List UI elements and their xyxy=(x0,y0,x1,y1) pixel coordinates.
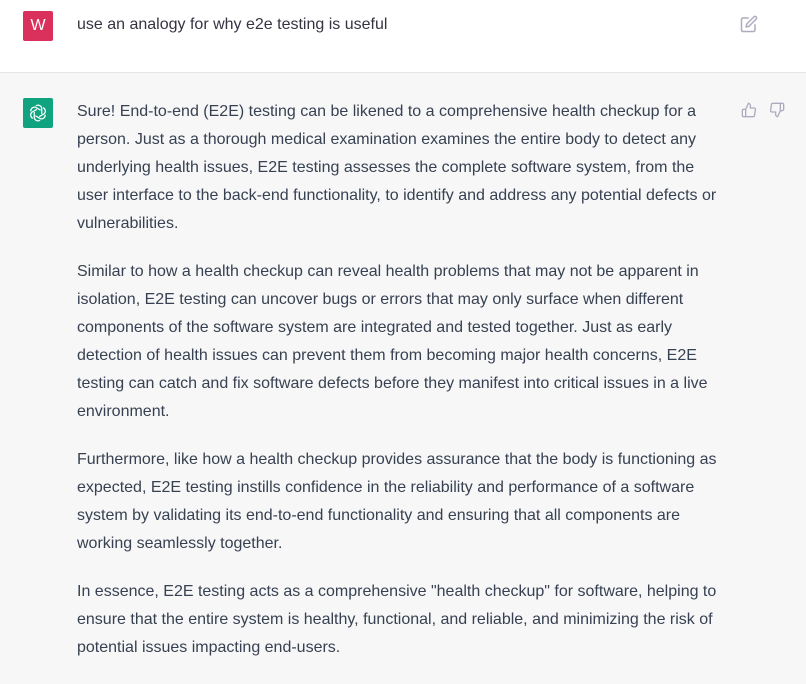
assistant-message-row xyxy=(0,73,806,684)
user-avatar: W xyxy=(23,11,53,41)
thumbs-down-button[interactable] xyxy=(769,102,787,120)
assistant-avatar xyxy=(23,98,53,128)
user-message-text: use an analogy for why e2e testing is useful xyxy=(77,16,388,33)
thumbs-up-icon xyxy=(741,102,757,118)
response-paragraph-1: Sure! End-to-end (E2E) testing can be likened to a comprehensive health checkup for a person. Just as a thorough medical examination examines the entire body to detect any underlying health issues, E2E testing assesses the complete software system, from the user interface to the back-end functionality, to identify and address any potential defects or vulnerabilities. xyxy=(77,103,717,232)
edit-message-button[interactable] xyxy=(740,15,760,35)
response-paragraph-4: In essence, E2E testing acts as a comprehensive "health checkup" for software, helping to ensure that the entire system is healthy, functional, and reliable, and minimizing the risk of potential issues impacting end-users. xyxy=(77,583,717,656)
response-paragraph-2: Similar to how a health checkup can reveal health problems that may not be apparent in isolation, E2E testing can uncover bugs or errors that may only surface when different components of the software system are integrated and tested together. Just as early detection of health issues can prevent them from becoming major health concerns, E2E testing can catch and fix software defects before they manifest into critical issues in a live environment. xyxy=(77,263,708,420)
edit-icon xyxy=(740,15,758,33)
thumbs-down-icon xyxy=(769,102,785,118)
assistant-response xyxy=(77,98,729,682)
thumbs-up-button[interactable] xyxy=(741,102,759,120)
user-message-row xyxy=(0,0,806,73)
response-paragraph-3: Furthermore, like how a health checkup provides assurance that the body is functioning as expected, E2E testing instills confidence in the reliability and performance of a software system by validating its end-to-end functionality and ensuring that all components are working seamlessly together. xyxy=(77,451,717,552)
openai-logo-icon xyxy=(28,103,48,123)
